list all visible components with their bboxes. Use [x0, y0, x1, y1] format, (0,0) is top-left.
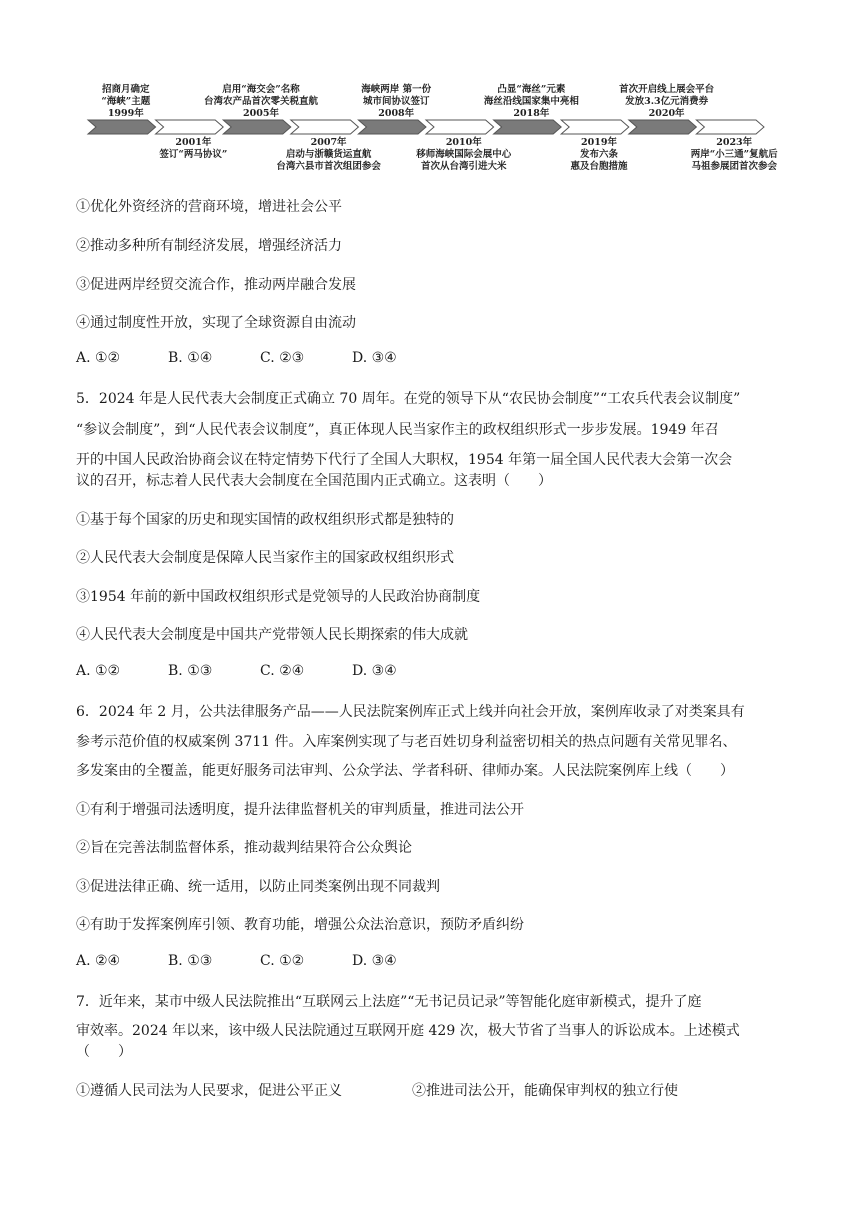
q5-stem-line-3: 开的中国人民政治协商会议在特定情势下代行了全国人大职权，1954 年第一届全国人民代表大会第一次会 [76, 452, 733, 468]
timeline-top-event-line1: 凸显“海丝”元素 [497, 84, 566, 95]
timeline-bottom-event-year: 2001年 [175, 137, 212, 148]
q4-choices [76, 350, 444, 366]
q6-choice-d: D. ③④ [352, 953, 397, 969]
timeline-top-event-year: 2018年 [513, 108, 550, 119]
q6-option-4: ④有助于发挥案例库引领、教育功能，增强公众法治意识，预防矛盾纠纷 [76, 917, 524, 933]
timeline-arrow-segment [88, 120, 156, 134]
q7-option-2: ②推进司法公开，能确保审判权的独立行使 [412, 1083, 678, 1099]
q6-option-3: ③促进法律正确、统一适用，以防止同类案例出现不同裁判 [76, 879, 440, 895]
timeline-bottom-event-year: 2007年 [310, 137, 347, 148]
timeline-bottom-event-line1: 两岸“小三通”复航后 [690, 149, 778, 160]
timeline-bottom-labels [158, 136, 778, 172]
timeline-top-event-line2: 发放3.3亿元消费券 [625, 96, 709, 107]
q4-option-2: ②推动多种所有制经济发展，增强经济活力 [76, 238, 342, 254]
q4-option-4: ④通过制度性开放，实现了全球资源自由流动 [76, 315, 356, 331]
timeline-top-event-line1: 海峡两岸 第一份 [361, 84, 432, 95]
timeline-bottom-event-line1: 发布六条 [579, 149, 619, 160]
q5-option-3: ③1954 年前的新中国政权组织形式是党领导的人民政治协商制度 [76, 589, 481, 605]
q6-stem-line-1: 6．2024 年 2 月，公共法律服务产品——人民法院案例库正式上线并向社会开放，案例库收录了对类案具有 [76, 704, 745, 720]
timeline-figure [0, 0, 860, 175]
q4-choice-c: C. ②③ [260, 350, 305, 366]
timeline-bottom-event-year: 2023年 [716, 137, 753, 148]
timeline-bottom-event-line2: 首次从台湾引进大米 [421, 161, 507, 172]
timeline-arrow-segment [156, 120, 224, 134]
q5-choice-b: B. ①③ [168, 663, 213, 679]
timeline-bottom-event-line1: 移师海峡国际会展中心 [416, 149, 512, 160]
q4-choice-b: B. ①④ [168, 350, 213, 366]
timeline-bottom-event-line2: 台湾六县市首次组团参会 [276, 161, 381, 172]
timeline-top-event-year: 2005年 [243, 108, 279, 119]
q5-choice-a: A. ①② [76, 663, 121, 679]
timeline-top-event-line1: 首次开启线上展会平台 [619, 84, 715, 95]
timeline-bottom-event-line1: 签订“两马协议” [159, 149, 228, 160]
q4-choice-a: A. ①② [76, 350, 121, 366]
q6-option-2: ②旨在完善法制监督体系，推动裁判结果符合公众舆论 [76, 840, 412, 856]
timeline-top-event-line2: 海丝沿线国家集中亮相 [483, 96, 579, 107]
q6-choices [76, 953, 444, 969]
timeline-top-event-line2: “海峡”主题 [101, 96, 151, 107]
timeline-bottom-event-year: 2019年 [581, 137, 617, 148]
q5-option-4: ④人民代表大会制度是中国共产党带领人民长期探索的伟大成就 [76, 627, 468, 643]
timeline-top-event-year: 2020年 [648, 108, 685, 119]
q7-stem-line-1: 7．近年来，某市中级人民法院推出“互联网云上法庭”“无书记员记录”等智能化庭审新模式，提升了庭 [76, 994, 702, 1010]
q5-stem-line-2: “参议会制度”，到“人民代表会议制度”，真正体现人民当家作主的政权组织形式一步步发展。1949 年召 [76, 422, 719, 438]
q6-stem-line-2: 参考示范价值的权威案例 3711 件。入库案例实现了与老百姓切身利益密切相关的热点问题有关常见罪名、 [76, 734, 737, 750]
timeline-top-event-year: 2008年 [378, 108, 415, 119]
timeline-bottom-event-line2: 惠及台胞措施 [570, 161, 628, 172]
q6-stem-line-3: 多发案由的全覆盖，能更好服务司法审判、公众学法、学者科研、律师办案。人民法院案例库上线（ ） [76, 763, 734, 779]
timeline-arrows [88, 120, 764, 134]
q6-choice-a: A. ②④ [76, 953, 121, 969]
q5-choice-c: C. ②④ [260, 663, 305, 679]
q5-stem-line-1: 5．2024 年是人民代表大会制度正式确立 70 周年。在党的领导下从“农民协会制度”“工农兵代表会议制度” [76, 391, 741, 407]
q6-choice-b: B. ①③ [168, 953, 213, 969]
timeline-arrow-segment [696, 120, 764, 134]
timeline-arrow-segment [561, 120, 629, 134]
timeline-top-event-line1: 招商月确定 [102, 84, 150, 95]
timeline-bottom-event-year: 2010年 [445, 137, 482, 148]
timeline-top-event-line1: 启用“海交会”名称 [222, 84, 300, 95]
timeline-arrow-segment [358, 120, 426, 134]
q5-choices [76, 663, 444, 679]
timeline-arrow-segment [494, 120, 562, 134]
q7-stem-line-3: （ ） [76, 1044, 132, 1060]
q5-stem-line-4: 议的召开，标志着人民代表大会制度在全国范围内正式确立。这表明（ ） [76, 473, 552, 489]
timeline-top-event-line2: 城市间协议签订 [362, 96, 430, 107]
q7-option-1: ①遵循人民司法为人民要求，促进公平正义 [76, 1083, 342, 1099]
timeline-arrow-segment [223, 120, 291, 134]
timeline-top-labels [101, 83, 715, 119]
q4-choice-d: D. ③④ [352, 350, 397, 366]
q5-option-2: ②人民代表大会制度是保障人民当家作主的国家政权组织形式 [76, 550, 454, 566]
q5-choice-d: D. ③④ [352, 663, 397, 679]
q6-choice-c: C. ①② [260, 953, 305, 969]
q6-option-1: ①有利于增强司法透明度，提升法律监督机关的审判质量，推进司法公开 [76, 802, 524, 818]
timeline-bottom-event-line1: 启动与浙赣货运直航 [285, 149, 372, 160]
timeline-bottom-event-line2: 马祖参展团首次参会 [691, 161, 777, 172]
timeline-arrow-segment [426, 120, 494, 134]
q4-option-1: ①优化外资经济的营商环境，增进社会公平 [76, 199, 342, 215]
timeline-arrow-segment [629, 120, 697, 134]
q4-option-3: ③促进两岸经贸交流合作，推动两岸融合发展 [76, 277, 356, 293]
q7-stem-line-2: 审效率。2024 年以来，该中级人民法院通过互联网开庭 429 次，极大节省了当事人的诉讼成本。上述模式 [76, 1023, 740, 1039]
timeline-top-event-line2: 台湾农产品首次零关税直航 [203, 96, 319, 107]
timeline-top-event-year: 1999年 [107, 108, 144, 119]
q5-option-1: ①基于每个国家的历史和现实国情的政权组织形式都是独特的 [76, 512, 454, 528]
timeline-arrow-segment [291, 120, 359, 134]
